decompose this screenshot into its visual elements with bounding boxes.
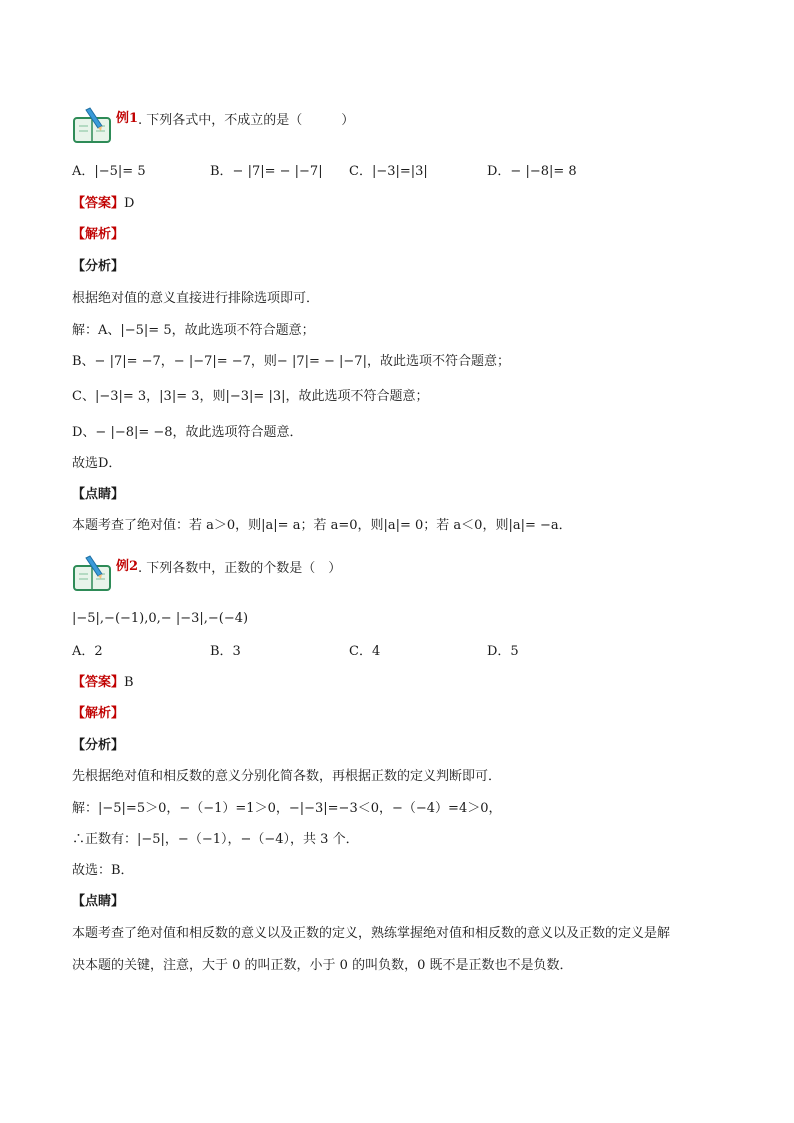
example-1-option-b: B．− |7|= − |−7| xyxy=(210,164,323,179)
example-1-option-a: A．|−5|= 5 xyxy=(72,164,146,179)
example-1-header xyxy=(72,104,354,144)
example-1-option-c: C．|−3|=|3| xyxy=(349,164,428,179)
example-2-numbers: |−5|,−(−1),0,− |−3|,−(−4) xyxy=(72,611,249,626)
example-2-dianjing-tag: 【点睛】 xyxy=(72,894,125,909)
example-2-analysis-tag: 【解析】 xyxy=(72,706,125,721)
example-1-solution-line-1: 解：A、|−5|= 5，故此选项不符合题意； xyxy=(72,323,315,338)
example-2-solution-line-2: ∴正数有：|−5|，−（−1），−（−4），共 3 个． xyxy=(72,832,359,847)
example-1-solution-line-2: B、− |7|= −7，− |−7|= −7，则− |7|= − |−7|，故此选项不符合题意； xyxy=(72,354,510,369)
example-1-dianjing-tag: 【点睛】 xyxy=(72,487,125,502)
example-2-dianjing-line-1: 本题考查了绝对值和相反数的意义以及正数的定义，熟练掌握绝对值和相反数的意义以及正数的定义是解 xyxy=(72,926,671,941)
example-2-option-d: D．5 xyxy=(487,644,519,659)
example-2-option-b: B．3 xyxy=(210,644,241,659)
answer-tag: 【答案】 xyxy=(72,675,125,690)
answer-tag: 【答案】 xyxy=(72,196,125,211)
example-1-fenxi-tag: 【分析】 xyxy=(72,259,125,274)
answer-value: D xyxy=(124,196,135,211)
example-1-analysis-tag: 【解析】 xyxy=(72,227,125,242)
example-2-header xyxy=(72,552,341,592)
example-1-solution-line-4: D、− |−8|= −8，故此选项符合题意． xyxy=(72,425,303,440)
example-2-dianjing-line-2: 决本题的关键，注意，大于 0 的叫正数，小于 0 的叫负数，0 既不是正数也不是负数． xyxy=(72,958,573,973)
example-1-question: . 下列各式中，不成立的是（ ） xyxy=(138,113,355,128)
example-2-fenxi-text: 先根据绝对值和相反数的意义分别化简各数，再根据正数的定义判断即可． xyxy=(72,769,502,784)
example-2-option-a: A．2 xyxy=(72,644,103,659)
example-1-label: 例1 xyxy=(116,111,139,126)
book-pencil-icon xyxy=(72,106,114,144)
example-1-fenxi-text: 根据绝对值的意义直接进行排除选项即可． xyxy=(72,291,320,306)
example-2-solution-line-1: 解：|−5|=5＞0，−（−1）=1＞0，−|−3|=−3＜0，−（−4）=4＞0， xyxy=(72,801,502,816)
example-1-dianjing-text: 本题考查了绝对值：若 a＞0，则|a|= a；若 a=0，则|a|= 0；若 a＜0，则|a|= −a． xyxy=(72,518,572,533)
example-2-option-c: C．4 xyxy=(349,644,381,659)
example-2-solution-line-3: 故选：B． xyxy=(72,863,134,878)
example-2-question: . 下列各数中，正数的个数是（ ） xyxy=(138,561,342,576)
book-pencil-icon xyxy=(72,554,114,592)
example-2-label: 例2 xyxy=(116,559,139,574)
example-2-answer xyxy=(72,674,134,692)
answer-value: B xyxy=(124,675,134,690)
example-1-option-d: D．− |−8|= 8 xyxy=(487,164,577,179)
example-1-solution-line-5: 故选D． xyxy=(72,456,122,471)
example-1-solution-line-3: C、|−3|= 3，|3|= 3，则|−3|= |3|，故此选项不符合题意； xyxy=(72,389,429,404)
example-2-fenxi-tag: 【分析】 xyxy=(72,738,125,753)
example-1-answer xyxy=(72,195,134,213)
